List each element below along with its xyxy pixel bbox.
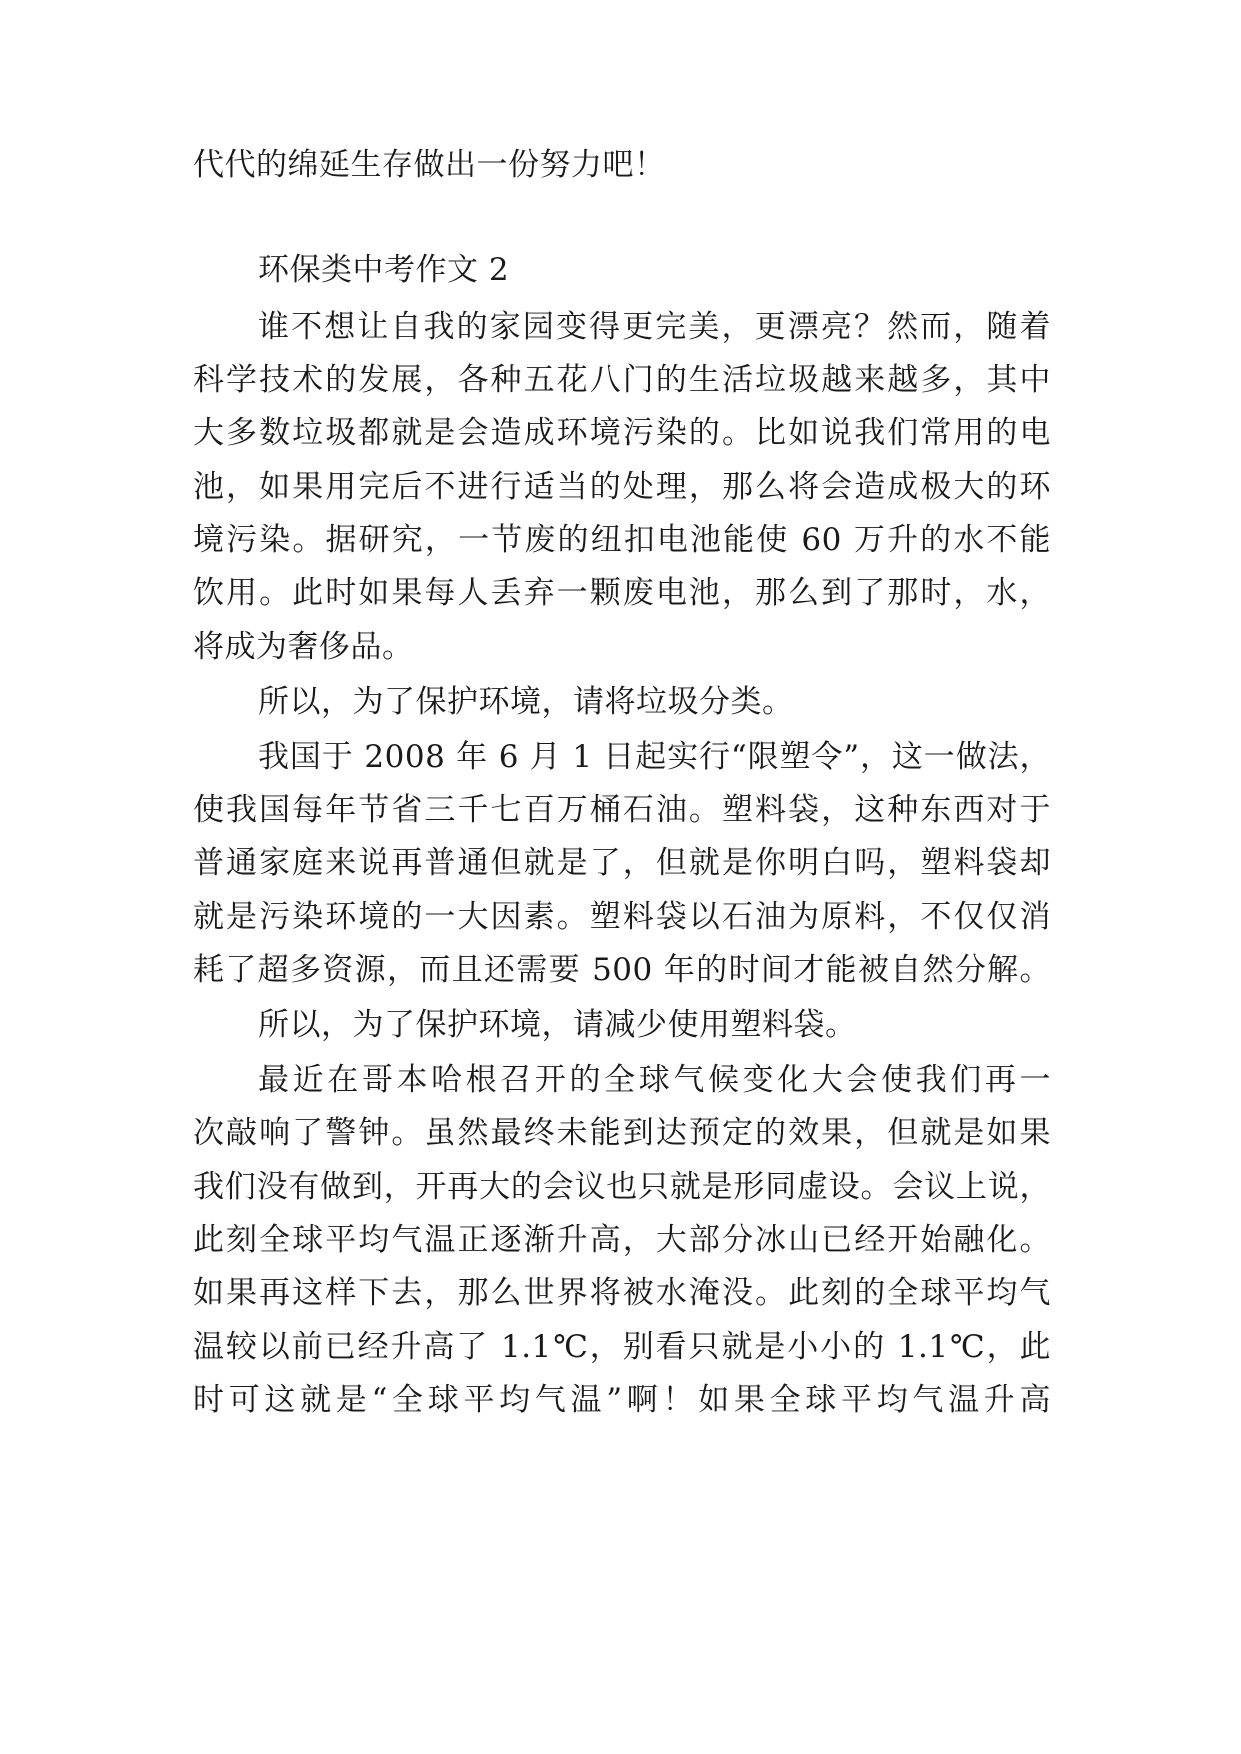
paragraph-line: 谁不想让自我的家园变得更完美，更漂亮？然而，随着: [258, 309, 1051, 345]
paragraph-line: 普通家庭来说再普通但就是了，但就是你明白吗，塑料袋却: [193, 845, 1051, 881]
paragraph-line: 池，如果用完后不进行适当的处理，那么将会造成极大的环: [193, 469, 1051, 505]
paragraph-line: 次敲响了警钟。虽然最终未能到达预定的效果，但就是如果: [193, 1115, 1051, 1151]
paragraph-line: 就是污染环境的一大因素。塑料袋以石油为原料，不仅仅消: [193, 899, 1051, 935]
paragraph-line: 所以，为了保护环境，请将垃圾分类。: [258, 684, 794, 720]
essay-heading: 环保类中考作文 2: [258, 252, 510, 288]
paragraph-line: 境污染。据研究，一节废的纽扣电池能使 60 万升的水不能: [193, 522, 1051, 558]
paragraph-line: 所以，为了保护环境，请减少使用塑料袋。: [258, 1007, 857, 1043]
paragraph-line: 我们没有做到，开再大的会议也只就是形同虚设。会议上说，: [193, 1169, 1051, 1205]
paragraph-line: 我国于 2008 年 6 月 1 日起实行“限塑令”，这一做法，: [258, 739, 1051, 775]
continuation-line: 代代的绵延生存做出一份努力吧！: [193, 147, 666, 183]
paragraph-line: 饮用。此时如果每人丢弃一颗废电池，那么到了那时，水，: [193, 575, 1051, 611]
paragraph-line: 温较以前已经升高了 1.1℃，别看只就是小小的 1.1℃，此: [193, 1329, 1051, 1365]
paragraph-line: 时可这就是“全球平均气温”啊！如果全球平均气温升高: [193, 1382, 1051, 1418]
paragraph-line: 将成为奢侈品。: [193, 629, 414, 665]
paragraph-line: 此刻全球平均气温正逐渐升高，大部分冰山已经开始融化。: [193, 1222, 1051, 1258]
paragraph-line: 使我国每年节省三千七百万桶石油。塑料袋，这种东西对于: [193, 792, 1051, 828]
paragraph-line: 大多数垃圾都就是会造成环境污染的。比如说我们常用的电: [193, 415, 1051, 451]
paragraph-line: 如果再这样下去，那么世界将被水淹没。此刻的全球平均气: [193, 1275, 1051, 1311]
paragraph-line: 耗了超多资源，而且还需要 500 年的时间才能被自然分解。: [193, 952, 1051, 988]
paragraph-line: 科学技术的发展，各种五花八门的生活垃圾越来越多，其中: [193, 362, 1051, 398]
paragraph-line: 最近在哥本哈根召开的全球气候变化大会使我们再一: [258, 1062, 1051, 1098]
